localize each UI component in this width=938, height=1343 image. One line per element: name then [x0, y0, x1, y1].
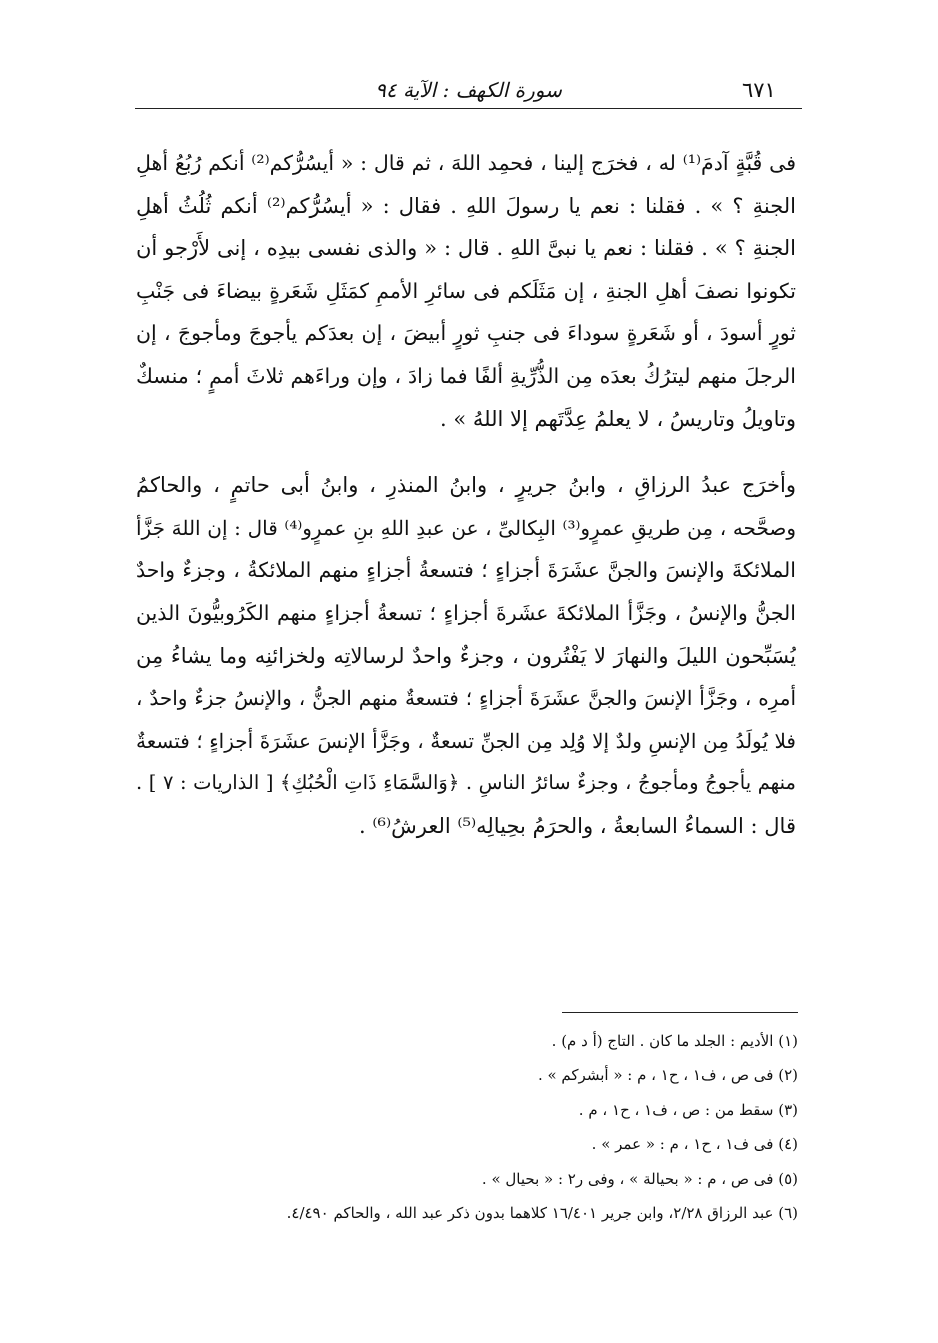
- text-line: الملائكةَ والإنسَ والجنَّ عشَرَةَ أجزاءٍ ؛ فتسعةُ أجزاءٍ منهم الملائكةُ ، وجزءٌ واحدٌ: [136, 558, 796, 583]
- main-text: [136, 142, 796, 848]
- footnote-separator: [562, 1012, 798, 1013]
- footnote-4: (٤) فى ف١ ، ح١ ، م : « عمر » .: [591, 1135, 798, 1154]
- text-line: تكونوا نصفَ أهلِ الجنةِ ، إن مَثَلَكم فى سائرِ الأممِ كمَثَلِ شَعَرةٍ بيضاءَ فى جَنْبِ: [136, 278, 796, 303]
- paragraph-2: [136, 464, 796, 847]
- text-line: ثورٍ أسودَ ، أو شَعَرةٍ سوداءَ فى جنبِ ثورٍ أبيضَ ، إن بعدَكم يأجوجَ ومأجوجَ ، إن: [136, 321, 796, 346]
- text-line: أمرِه ، وجَزَّأ الإنسَ والجنَّ عشَرَةَ أجزاءٍ ؛ فتسعةٌ منهم الجنُّ ، والإنسُ جزءٌ واحدٌ ،: [136, 686, 796, 711]
- page-header: [135, 62, 802, 109]
- text-line: الرجلَ منهم ليترُكُ بعدَه مِن الذُّرِّيةِ ألفًا فما زادَ ، وإن وراءَهم ثلاثَ أممٍ ؛ منسكٌ: [136, 363, 796, 388]
- footnote-2: (٢) فى ص ، ف١ ، ح١ ، م : « أبشركم » .: [537, 1066, 798, 1085]
- footnotes: [136, 1024, 798, 1230]
- text-line: فى قُبَّةٍ آدمَ⁽¹⁾ له ، فخرَج إلينا ، فحمِد اللهَ ، ثم قال : « أيسُرُّكم⁽²⁾ أنكم رُبُعُ أهلِ: [136, 151, 796, 175]
- text-line: وأخرَج عبدُ الرزاقِ ، وابنُ جريرٍ ، وابنُ المنذرِ ، وابنُ أبى حاتمٍ ، والحاكمُ: [136, 473, 796, 498]
- text-line: قال : السماءُ السابعةُ ، والحرَمُ بحِيالِه⁽⁵⁾ العرشُ⁽⁶⁾ .: [359, 813, 796, 838]
- text-line: وتاويلُ وتاريسُ ، لا يعلمُ عِدَّتَهم إلا اللهُ » .: [440, 406, 796, 431]
- text-line: الجنةِ ؟ » . فقلنا : نعم يا نبىَّ اللهِ . قال : « والذى نفسى بيدِه ، إنى لأَرْجو أن: [136, 236, 796, 261]
- footnote-1: (١) الأديم : الجلد ما كان . التاج (أ د م) .: [551, 1032, 798, 1050]
- footnote-5: (٥) فى ص ، م : « بحيالة » ، وفى ر٢ : « بحيال » .: [481, 1169, 798, 1188]
- page-number: ٦٧١: [742, 78, 776, 102]
- text-line: يُسَبِّحون الليلَ والنهارَ لا يَفْتُرون ، وجزءٌ واحدٌ لرسالاتِه ولخزائنِه وما يشاءُ مِن: [136, 643, 796, 668]
- paragraph-1: [136, 142, 796, 440]
- text-line: فلا يُولَدُ مِن الإنسِ ولدٌ إلا وُلِد مِن الجنِّ تسعةٌ ، وجَزَّأ الإنسَ عشَرَةَ أجزاءٍ ؛ فتسعةٌ: [136, 728, 796, 753]
- text-line: الجنُّ والإنسُ ، وجَزَّأ الملائكةَ عشَرةَ أجزاءٍ ؛ تسعةُ أجزاءٍ منهم الكَرُوبيُّونَ الذين: [136, 600, 796, 625]
- text-line: منهم يأجوجُ ومأجوجُ ، وجزءٌ سائرُ الناسِ . ﴿وَالسَّمَاءِ ذَاتِ الْحُبُكِ﴾ [ الذاريات : ٧ ] .: [136, 771, 796, 795]
- text-line: الجنةِ ؟ » . فقلنا : نعم يا رسولَ اللهِ . فقال : « أيسُرُّكم⁽²⁾ أنكم ثُلُثُ أهلِ: [136, 193, 796, 218]
- text-line: وصحَّحه ، مِن طريقِ عمرٍو⁽³⁾ البِكالىِّ ، عن عبدِ اللهِ بنِ عمرٍو⁽⁴⁾ قال : إن اللهَ جَزَّأ: [136, 515, 796, 540]
- footnote-6: (٦) عبد الرزاق ٢/٢٨، وابن جرير ١٦/٤٠١ كلاهما بدون ذكر عبد الله ، والحاكم ٤/٤٩٠.: [286, 1204, 798, 1223]
- footnote-3: (٣) سقط من : ص ، ف١ ، ح١ ، م .: [578, 1100, 798, 1119]
- running-title: سورة الكهف : الآية ٩٤: [375, 78, 562, 102]
